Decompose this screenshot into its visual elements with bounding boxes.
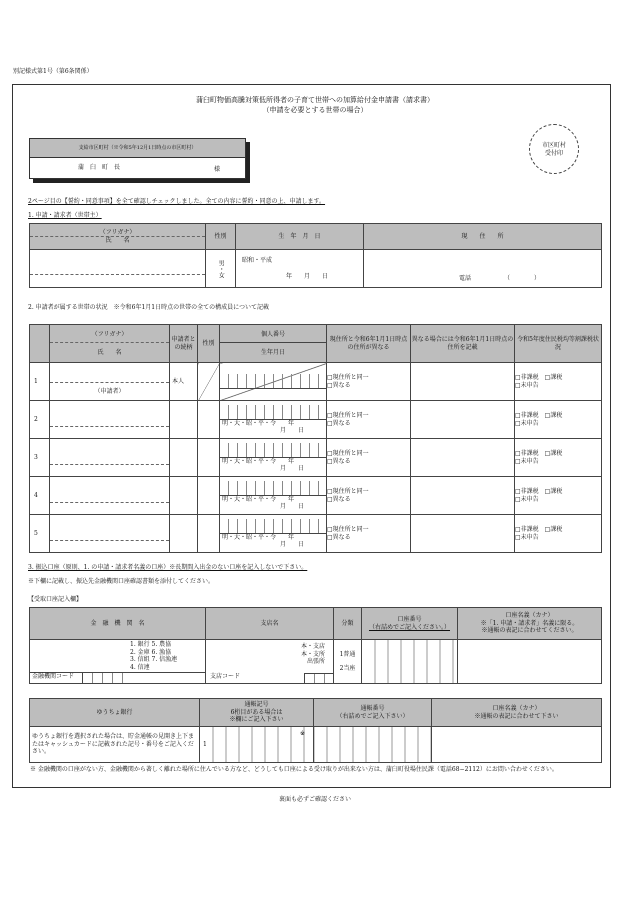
back-page-note: 裏面も必ずご確認ください bbox=[278, 796, 351, 803]
relation-field[interactable] bbox=[170, 515, 198, 553]
acct-holder-field[interactable] bbox=[458, 640, 602, 684]
member-gender-field[interactable] bbox=[198, 401, 220, 439]
branch-code-label: 支店コード bbox=[210, 673, 241, 680]
tax-status-field[interactable]: □非課税 □課税 □未申告 bbox=[515, 401, 602, 439]
bank-code-boxes[interactable] bbox=[82, 673, 123, 683]
member-gender-field bbox=[198, 363, 220, 401]
applicant-name-field[interactable] bbox=[30, 250, 206, 288]
row-number: 3 bbox=[30, 439, 50, 477]
section1-title: 1. 申請・請求者（世帯主） bbox=[28, 212, 102, 219]
member-name-field[interactable]: （申請者） bbox=[50, 363, 170, 401]
row-number: 2 bbox=[30, 401, 50, 439]
relation-header: 申請者との続柄 bbox=[170, 325, 198, 363]
address-detail-field[interactable] bbox=[411, 477, 515, 515]
footer-note: ※ 金融機関の口座がない方、金融機関から著しく離れた場所に住んでいる方など、どうしても口座による受け取りが出来ない方は、蒲臼町役場住民課（電話68−2112）にお問い合わせください。 bbox=[30, 766, 558, 773]
address-detail-field[interactable] bbox=[411, 401, 515, 439]
branch-type-list: 本・支店 本・支所 出張所 bbox=[300, 643, 325, 665]
applicant-address-header: 現 住 所 bbox=[364, 224, 602, 250]
bank-entry-header: 【受取口座記入欄】 bbox=[28, 596, 83, 603]
address-diff-header: 現住所と令和6年1月1日時点の住所が異なる bbox=[327, 325, 411, 363]
bank-name-field[interactable] bbox=[30, 640, 206, 684]
address-box-header: 支給市区町村（※令和5年12月1日時点の市区町村） bbox=[30, 139, 245, 158]
form-title: 蒲臼町物価高騰対策低所得者の子育て世帯への加算給付金申請書（請求書） bbox=[196, 96, 434, 104]
member-name-field[interactable] bbox=[50, 477, 170, 515]
yucho-note: ゆうちょ銀行を選択された場合は、貯金通帳の見開き上下またはキャッシュカードに記載された記号・番号をご記入ください。 bbox=[30, 727, 200, 763]
mynumber-field[interactable]: 明・大・昭・平・令 年 月 日 bbox=[220, 477, 327, 515]
yucho-holder-field[interactable] bbox=[432, 727, 602, 763]
honorific: 様 bbox=[214, 166, 221, 173]
household-row bbox=[30, 477, 602, 515]
branch-field[interactable] bbox=[206, 640, 334, 684]
yucho-number-header: 通帳番号 （右詰めでご記入下さい） bbox=[314, 699, 432, 727]
household-row bbox=[30, 401, 602, 439]
household-row bbox=[30, 363, 602, 401]
yucho-code-header: 通帳記号 6桁目がある場合は ※欄にご記入下さい bbox=[200, 699, 314, 727]
mynumber-field[interactable]: 明・大・昭・平・令 年 月 日 bbox=[220, 439, 327, 477]
address-diff-field[interactable]: □現住所と同一 □異なる bbox=[327, 439, 411, 477]
bank-code-label: 金融機関コード bbox=[32, 673, 75, 680]
acct-number-header: 口座番号 （右詰めでご記入ください。） bbox=[362, 608, 458, 640]
applicant-name-header: （フリガナ） 氏 名 bbox=[30, 224, 206, 250]
section2-title: 2. 申請者が属する世帯の状況 ※令和6年1月1日時点の世帯の全ての構成員について記載 bbox=[28, 304, 269, 311]
member-gender-field[interactable] bbox=[198, 515, 220, 553]
mynumber-dob-header: 個人番号 生年月日 bbox=[220, 325, 327, 363]
yucho-table bbox=[29, 698, 602, 763]
section3-note: ※下欄に記載し、振込先金融機関口座確認書類を添付してください。 bbox=[28, 578, 215, 585]
address-detail-header: 異なる場合には令和6年1月1日時点の住所を記載 bbox=[411, 325, 515, 363]
yucho-code-field[interactable]: 1 ※ bbox=[200, 727, 314, 763]
acct-number-field[interactable] bbox=[362, 640, 458, 684]
row-number: 5 bbox=[30, 515, 50, 553]
form-subtitle: （申請を必要とする世帯の場合） bbox=[262, 106, 368, 114]
applicant-dob-header: 生 年 月 日 bbox=[236, 224, 364, 250]
household-table bbox=[29, 324, 602, 553]
applicant-table bbox=[29, 223, 602, 288]
mynumber-field[interactable]: 明・大・昭・平・令 年 月 日 bbox=[220, 515, 327, 553]
branch-header: 支店名 bbox=[206, 608, 334, 640]
household-row bbox=[30, 515, 602, 553]
mynumber-field[interactable] bbox=[220, 363, 327, 401]
address-detail-field[interactable] bbox=[411, 439, 515, 477]
relation-field[interactable] bbox=[170, 401, 198, 439]
mynumber-field[interactable]: 明・大・昭・平・令 年 月 日 bbox=[220, 401, 327, 439]
applicant-address-field[interactable]: 電話 （ ） bbox=[364, 250, 602, 288]
address-detail-field[interactable] bbox=[411, 515, 515, 553]
household-row bbox=[30, 439, 602, 477]
stamp-line2: 受付印 bbox=[544, 149, 563, 157]
member-gender-field[interactable] bbox=[198, 439, 220, 477]
applicant-gender-header: 性別 bbox=[206, 224, 236, 250]
yucho-number-field[interactable] bbox=[314, 727, 432, 763]
address-detail-field[interactable] bbox=[411, 363, 515, 401]
reception-stamp bbox=[529, 124, 579, 174]
form-reference: 別記様式第1号（第6条関係） bbox=[13, 68, 93, 75]
relation-field[interactable] bbox=[170, 439, 198, 477]
member-name-field[interactable] bbox=[50, 439, 170, 477]
applicant-dob-field[interactable]: 昭和・平成 年 月 日 bbox=[236, 250, 364, 288]
section3-title: 3. 振込口座（原則、1. の申請・請求者名義の口座）※長期間入出金のない口座を記入しないで下さい。 bbox=[28, 564, 308, 571]
tax-status-field[interactable]: □非課税 □課税 □未申告 bbox=[515, 363, 602, 401]
bank-table bbox=[29, 607, 602, 684]
member-gender-header: 性別 bbox=[198, 325, 220, 363]
address-box bbox=[29, 138, 246, 179]
address-diff-field[interactable]: □現住所と同一 □異なる bbox=[327, 363, 411, 401]
relation-field[interactable] bbox=[170, 477, 198, 515]
address-diff-field[interactable]: □現住所と同一 □異なる bbox=[327, 515, 411, 553]
member-name-header: （フリガナ） 氏 名 bbox=[50, 325, 170, 363]
member-name-field[interactable] bbox=[50, 401, 170, 439]
row-number: 1 bbox=[30, 363, 50, 401]
yucho-header: ゆうちょ銀行 bbox=[30, 699, 200, 727]
tax-status-header: 令和5年度住民税均等割課税状況 bbox=[515, 325, 602, 363]
bank-type-list: 1. 銀行 5. 農協 2. 金庫 6. 漁協 3. 信組 7. 信漁連 4. 信連 bbox=[130, 641, 178, 671]
branch-code-boxes[interactable] bbox=[304, 673, 333, 684]
mayor-label: 蒲 臼 町 長 bbox=[78, 164, 121, 171]
row-number-header bbox=[30, 325, 50, 363]
tax-status-field[interactable]: □非課税 □課税 □未申告 bbox=[515, 477, 602, 515]
relation-field: 本人 bbox=[170, 363, 198, 401]
stamp-line1: 市区町村 bbox=[541, 142, 566, 149]
yucho-holder-header: 口座名義（カナ） ※通帳の表記に合わせて下さい bbox=[432, 699, 602, 727]
row-number: 4 bbox=[30, 477, 50, 515]
member-gender-field[interactable] bbox=[198, 477, 220, 515]
acct-holder-header: 口座名義（カナ） ※「1. 申請・請求者」名義に限る。 ※通帳の表記に合わせてください。 bbox=[458, 608, 602, 640]
applicant-gender-field[interactable]: 男・女 bbox=[206, 250, 236, 288]
acct-type-field[interactable]: 1普通 2当座 bbox=[334, 640, 362, 684]
acct-type-header: 分類 bbox=[334, 608, 362, 640]
tax-status-field[interactable]: □非課税 □課税 □未申告 bbox=[515, 515, 602, 553]
consent-text: 2ページ目の【誓約・同意事項】を全て確認しチェックしました。全ての内容に誓約・同意の上、申請します。 bbox=[28, 198, 326, 205]
member-name-field[interactable] bbox=[50, 515, 170, 553]
address-diff-field[interactable]: □現住所と同一 □異なる bbox=[327, 477, 411, 515]
tax-status-field[interactable]: □非課税 □課税 □未申告 bbox=[515, 439, 602, 477]
address-diff-field[interactable]: □現住所と同一 □異なる bbox=[327, 401, 411, 439]
bank-name-header: 金 融 機 関 名 bbox=[30, 608, 206, 640]
